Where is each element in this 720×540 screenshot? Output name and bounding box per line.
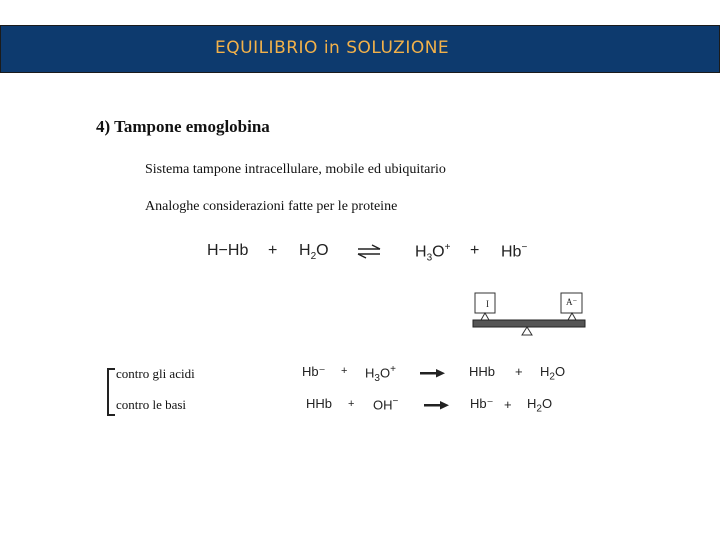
acid-plus-2: +	[515, 364, 523, 379]
eq-reactant-hhb: H−Hb	[207, 242, 249, 259]
acid-plus-1: +	[341, 365, 348, 377]
acid-product-hhb: HHb	[469, 364, 496, 379]
base-product-hb: Hb⁻	[470, 396, 494, 411]
balance-right-label: A⁻	[566, 297, 578, 307]
base-plus-2: +	[504, 397, 512, 412]
acids-label: contro gli acidi	[116, 366, 195, 381]
acid-reactant-hb: Hb⁻	[302, 364, 326, 379]
reaction-bracket	[107, 368, 115, 416]
base-reactant-hhb: HHb	[306, 396, 333, 411]
base-product-water: $H_2O$	[527, 396, 553, 415]
slide-title: EQUILIBRIO in SOLUZIONE	[215, 38, 450, 58]
acid-reactant-hydronium: $H_3O^+$	[365, 364, 396, 384]
eq-reactant-water: $H_2O$	[299, 242, 329, 263]
base-plus-1: +	[348, 398, 355, 410]
bases-label: contro le basi	[116, 397, 187, 412]
eq-plus-2: +	[470, 242, 480, 259]
description-line-2: Analoghe considerazioni fatte per le proteine	[145, 199, 398, 214]
base-reactant-hydroxide: OH−	[373, 396, 399, 413]
eq-product-hb-anion: Hb−	[501, 242, 528, 261]
description-line-1: Sistema tampone intracellulare, mobile ed ubiquitario	[145, 162, 446, 177]
equilibrium-arrow-icon	[358, 245, 380, 258]
acid-product-water: $H_2O$	[540, 364, 566, 383]
eq-product-hydronium: $H_3O^+$	[415, 242, 451, 264]
balance-left-label: I	[486, 299, 489, 309]
eq-plus-1: +	[268, 242, 278, 259]
reaction-arrow-icon	[420, 369, 449, 410]
section-heading: 4) Tampone emoglobina	[96, 117, 270, 136]
